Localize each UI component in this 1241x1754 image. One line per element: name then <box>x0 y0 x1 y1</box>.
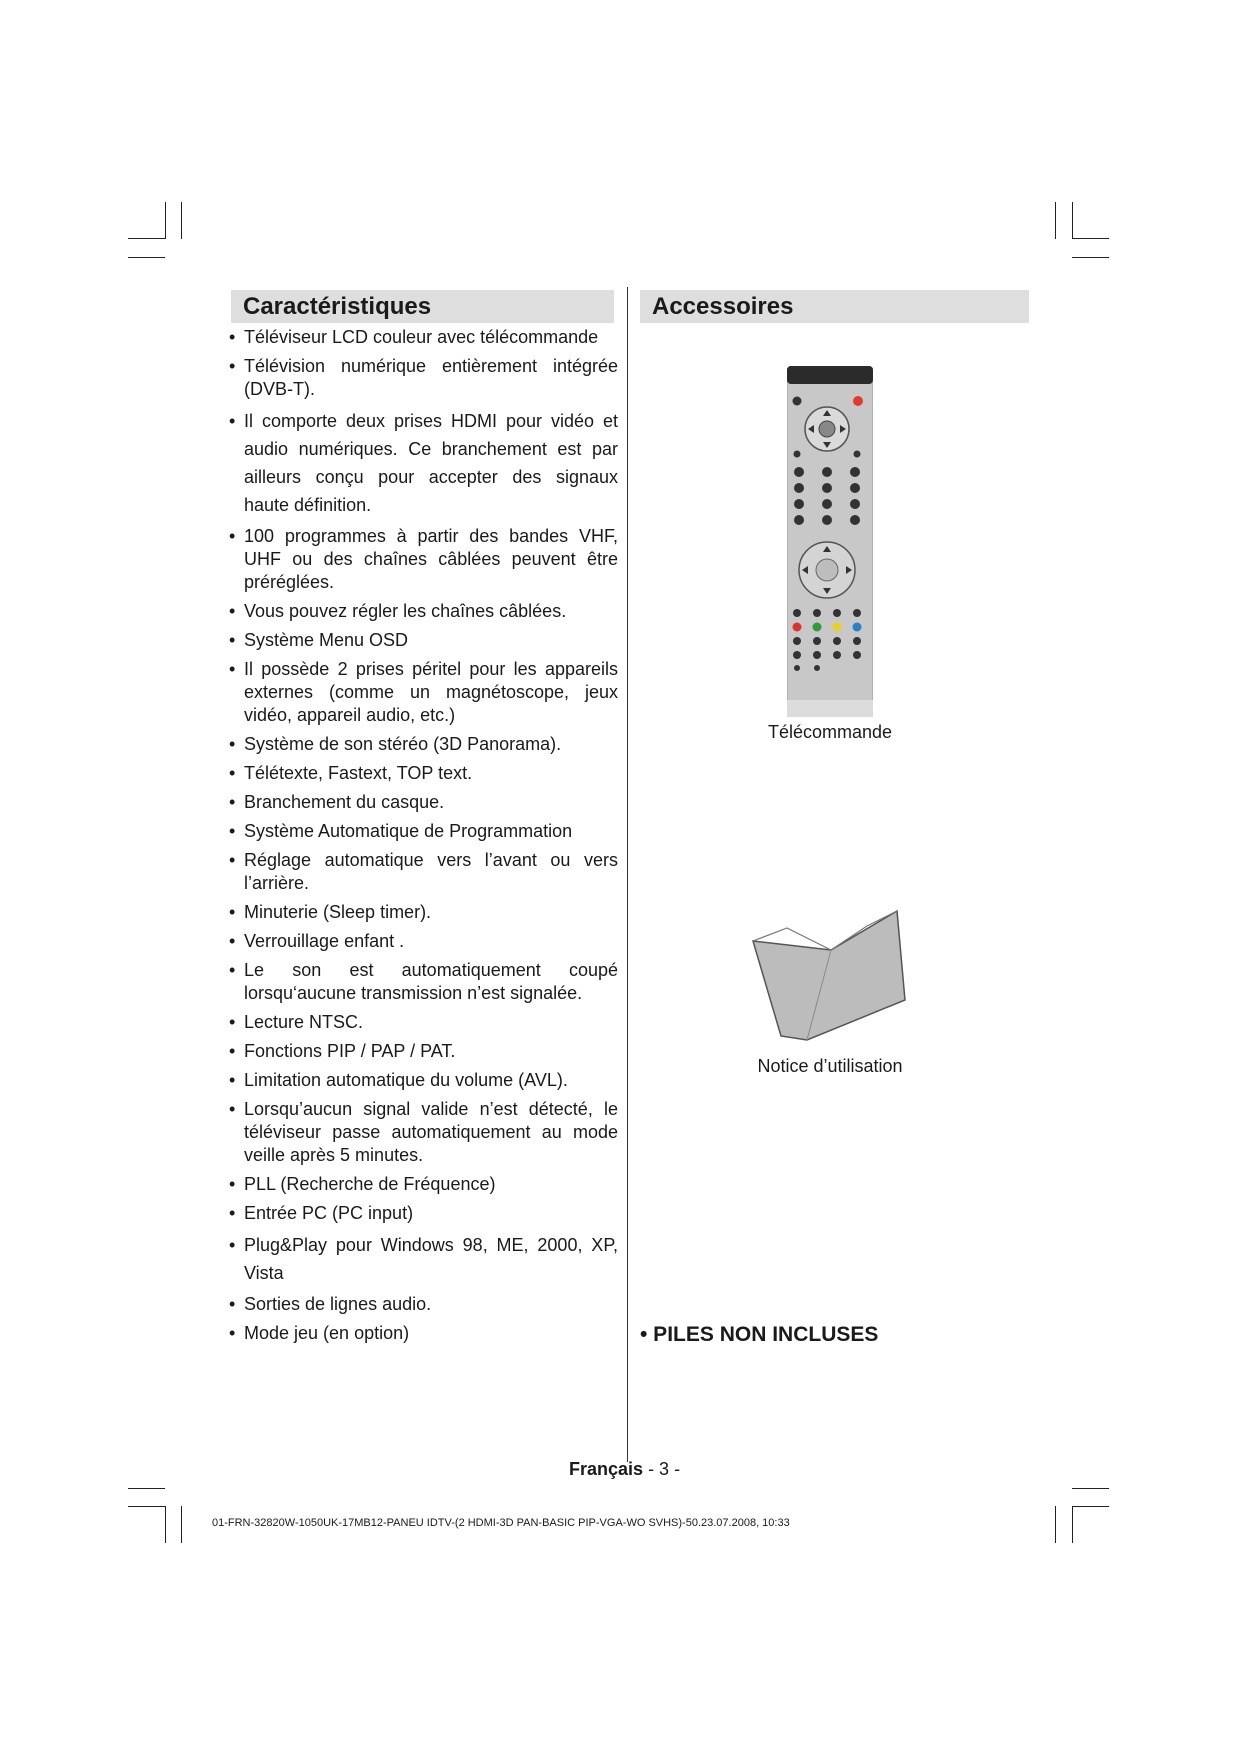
feature-item: • PLL (Recherche de Fréquence) <box>229 1173 618 1196</box>
feature-item: • Réglage automatique vers l’avant ou vers l’arrière. <box>229 849 618 895</box>
feature-item: • Verrouillage enfant . <box>229 930 618 953</box>
feature-item: • Télévision numérique entièrement intégrée (DVB-T). <box>229 355 618 401</box>
remote-caption: Télécommande <box>767 722 893 742</box>
feature-item: • 100 programmes à partir des bandes VHF, UHF ou des chaînes câblées peuvent être préréglées. <box>229 525 618 594</box>
features-list <box>229 326 618 1351</box>
features-heading: Caractéristiques <box>231 290 614 323</box>
feature-item: • Téléviseur LCD couleur avec télécommande <box>229 326 618 349</box>
feature-item: • Plug&Play pour Windows 98, ME, 2000, XP, Vista <box>229 1231 618 1287</box>
batteries-note: • PILES NON INCLUSES <box>640 1323 879 1346</box>
page-number: - 3 - <box>648 1459 681 1479</box>
feature-item: • Lecture NTSC. <box>229 1011 618 1034</box>
feature-item: • Entrée PC (PC input) <box>229 1202 618 1225</box>
feature-item: • Limitation automatique du volume (AVL). <box>229 1069 618 1092</box>
footer-language: Français <box>569 1459 644 1479</box>
feature-item: • Le son est automatiquement coupé lorsqu‘aucune transmission n’est signalée. <box>229 959 618 1005</box>
feature-item: • Mode jeu (en option) <box>229 1322 618 1345</box>
footer-file-info: 01-FRN-32820W-1050UK-17MB12-PANEU IDTV-(2 HDMI-3D PAN-BASIC PIP-VGA-WO SVHS)-50.23.07.2008, 10:33 <box>212 1517 790 1529</box>
feature-item: • Système Automatique de Programmation <box>229 820 618 843</box>
feature-item: • Vous pouvez régler les chaînes câblées. <box>229 600 618 623</box>
feature-item: • Télétexte, Fastext, TOP text. <box>229 762 618 785</box>
feature-item: • Fonctions PIP / PAP / PAT. <box>229 1040 618 1063</box>
feature-item: • Branchement du casque. <box>229 791 618 814</box>
remote-control-icon <box>787 366 873 717</box>
page-footer <box>569 1459 680 1480</box>
feature-item: • Sorties de lignes audio. <box>229 1293 618 1316</box>
manual-caption: Notice d’utilisation <box>757 1056 903 1076</box>
accessories-heading: Accessoires <box>640 290 1029 323</box>
open-book-icon <box>747 908 909 1042</box>
feature-item: • Lorsqu’aucun signal valide n’est détecté, le téléviseur passe automatiquement au mode veille après 5 minutes. <box>229 1098 618 1167</box>
feature-item: • Il possède 2 prises péritel pour les appareils externes (comme un magnétoscope, jeux vidéo, appareil audio, etc.) <box>229 658 618 727</box>
feature-item: • Il comporte deux prises HDMI pour vidéo et audio numériques. Ce branchement est par ailleurs conçu pour accepter des signaux haute définition. <box>229 407 618 519</box>
feature-item: • Système de son stéréo (3D Panorama). <box>229 733 618 756</box>
column-divider <box>627 287 628 1462</box>
feature-item: • Minuterie (Sleep timer). <box>229 901 618 924</box>
feature-item: • Système Menu OSD <box>229 629 618 652</box>
